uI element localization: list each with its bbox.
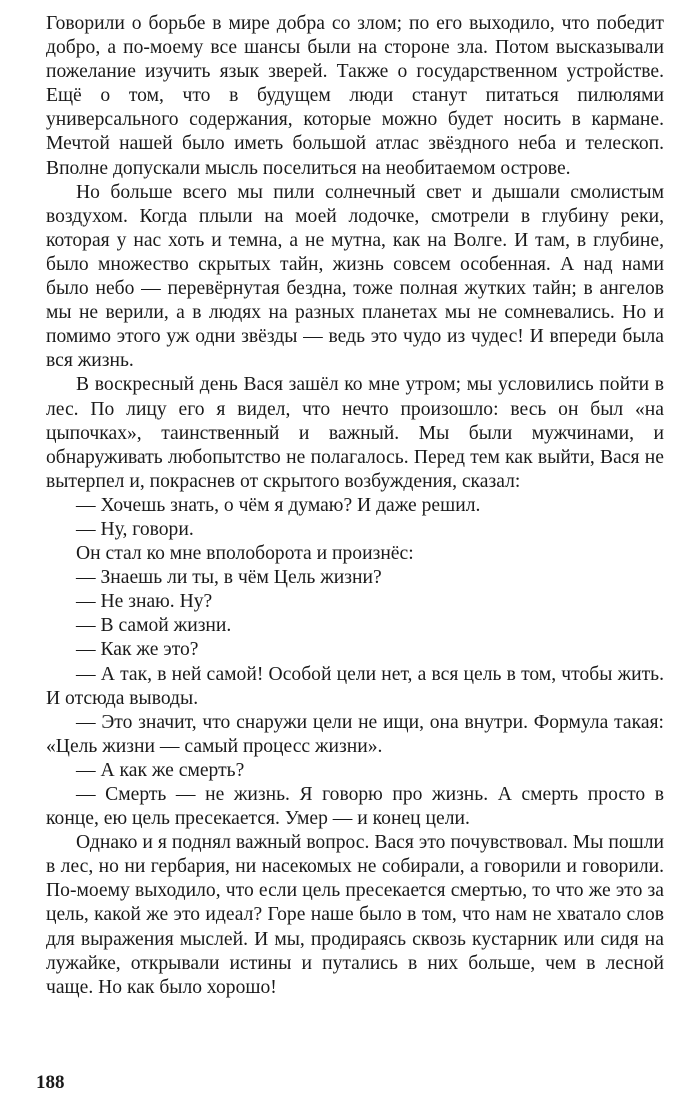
dialogue-line: — Смерть — не жизнь. Я говорю про жизнь. А смерть просто в конце, ею цель пресекается. Умер — и конец цели. (46, 784, 664, 830)
dialogue-line: — Не знаю. Ну? (76, 591, 213, 613)
dialogue-line: — Хочешь знать, о чём я думаю? И даже решил. (76, 494, 481, 516)
dialogue-line: — Это значит, что снаружи цели не ищи, она внутри. Формула такая: «Цель жизни — самый процесс жизни». (46, 711, 664, 757)
paragraph: В воскресный день Вася зашёл ко мне утром; мы условились пойти в лес. По лицу его я видел, что нечто произошло: весь он был «на цыпочках», таинственный и важный. Мы были мужчинами, и обнаруживать любопытство не полагалось. Перед тем как выйти, Вася не вытерпел и, покраснев от скрытого возбуждения, сказал: (46, 374, 664, 492)
page-number: 188 (36, 1072, 65, 1093)
dialogue-line: — А как же смерть? (76, 759, 245, 781)
paragraph: Однако и я поднял важный вопрос. Вася это почувствовал. Мы пошли в лес, но ни гербария, ни насекомых не собирали, а говорили и говорили. По-моему выходило, что если цель пресекается смертью, то что же это за цель, какой же это идеал? Горе наше было в том, что нам не хватало слов для выражения мыслей. И мы, продираясь сквозь кустарник или сидя на лужайке, открывали истины и путались в них больше, чем в лесной чаще. Но как было хорошо! (46, 832, 664, 998)
dialogue-line: — Ну, говори. (76, 518, 194, 540)
dialogue-line: — В самой жизни. (76, 615, 232, 637)
dialogue-line: — Как же это? (76, 639, 199, 661)
paragraph: Он стал ко мне вполоборота и произнёс: (76, 543, 414, 565)
dialogue-line: — А так, в ней самой! Особой цели нет, а вся цель в том, чтобы жить. И отсюда выводы. (46, 663, 664, 709)
dialogue-line: — Знаешь ли ты, в чём Цель жизни? (76, 567, 382, 589)
page-body (46, 12, 664, 1000)
paragraph: Говорили о борьбе в мире добра со злом; по его выходило, что победит добро, а по-моему все шансы были на стороне зла. Потом высказывали пожелание изучить язык зверей. Также о государственном устройстве. Ещё о том, что в будущем люди станут питаться пилюлями универсального содержания, которые можно будет носить в кармане. Мечтой нашей было иметь большой атлас звёздного неба и телескоп. Вполне допускали мысль поселиться на необитаемом острове. (46, 13, 664, 179)
paragraph: Но больше всего мы пили солнечный свет и дышали смолистым воздухом. Когда плыли на моей лодочке, смотрели в глубину реки, которая у нас хоть и темна, а не мутна, как на Волге. И там, в глубине, было множество скрытых тайн, жизнь совсем особенная. А над нами было небо — перевёрнутая бездна, тоже полная жутких тайн; в ангелов мы не верили, а в людях на разных планетах мы не сомневались. Но и помимо этого уж одни звёзды — ведь это чудо из чудес! И впереди была вся жизнь. (46, 181, 664, 372)
